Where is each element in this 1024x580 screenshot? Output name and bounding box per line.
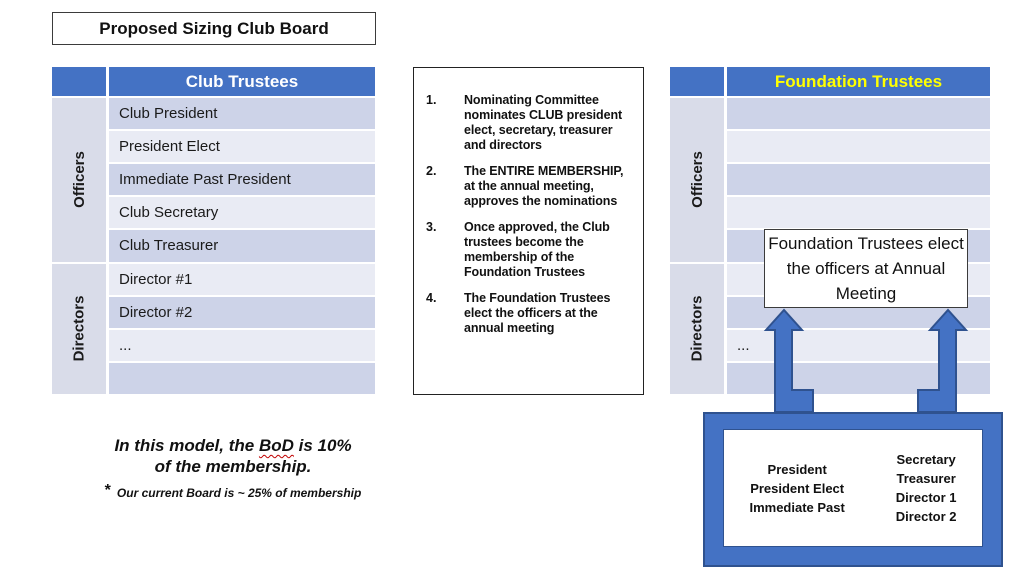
- list-item-number: 3.: [426, 220, 437, 234]
- footnote-subline: [83, 484, 383, 501]
- list-item: [426, 220, 637, 280]
- list-item: [426, 164, 637, 209]
- table-row: President Elect: [109, 131, 375, 162]
- foundation-table-corner-cell: [670, 67, 724, 96]
- list-item-text: Once approved, the Club trustees become the membership of the Foundation Trustees: [464, 220, 610, 279]
- club-table-header: [109, 67, 375, 96]
- model-footnote: [83, 435, 383, 501]
- table-row: [727, 98, 990, 129]
- foundation-table-header-label: Foundation Trustees: [774, 71, 943, 91]
- table-row: Director #2: [109, 297, 375, 328]
- club-table-corner-cell: [52, 67, 106, 96]
- table-row: [727, 131, 990, 162]
- table-row: Club President: [109, 98, 375, 129]
- member-item: Immediate Past: [749, 499, 845, 515]
- member-item: President: [767, 461, 827, 477]
- foundation-directors-side-label: Directors: [670, 264, 724, 394]
- footnote-line-1: In this model, the BoD is 10%: [114, 436, 352, 455]
- list-item-text: The ENTIRE MEMBERSHIP, at the annual meeting, approves the nominations: [464, 164, 624, 208]
- table-row: [727, 164, 990, 195]
- process-steps-list: [426, 93, 637, 336]
- table-row: [109, 363, 375, 394]
- table-row: Club Secretary: [109, 197, 375, 228]
- members-right-column: [896, 450, 957, 526]
- footnote-line-2: of the membership.: [154, 457, 312, 476]
- member-item: President Elect: [750, 480, 845, 496]
- footnote-highlight-word: BoD: [258, 436, 294, 455]
- callout-text: Foundation Trustees elect the officers at Annual Meeting: [768, 234, 964, 303]
- slide-title: Proposed Sizing Club Board: [99, 18, 329, 38]
- asterisk: *: [104, 482, 111, 499]
- table-row: ...: [727, 330, 990, 361]
- list-item-number: 2.: [426, 164, 437, 178]
- list-item-text: Nominating Committee nominates CLUB president elect, secretary, treasurer and directors: [464, 93, 623, 152]
- club-directors-side-label: Directors: [52, 264, 106, 394]
- list-item-number: 4.: [426, 291, 437, 305]
- list-item-text: The Foundation Trustees elect the officers at the annual meeting: [464, 291, 611, 335]
- table-row: [727, 363, 990, 394]
- member-item: Director 1: [895, 490, 957, 505]
- foundation-table-header: [727, 67, 990, 96]
- footnote-sub-text: Our current Board is ~ 25% of membership: [116, 486, 362, 500]
- title-box: [52, 12, 376, 45]
- list-item-number: 1.: [426, 93, 437, 107]
- member-item: Secretary: [896, 452, 956, 467]
- process-steps-box: [413, 67, 644, 395]
- elected-members-box: [703, 412, 1003, 567]
- list-item: [426, 93, 637, 153]
- table-row: [727, 197, 990, 228]
- member-item: Director 2: [895, 509, 957, 524]
- foundation-officers-side-label: Officers: [670, 98, 724, 262]
- table-row: Director #1: [109, 264, 375, 295]
- table-row: Immediate Past President: [109, 164, 375, 195]
- club-table-header-label: Club Trustees: [185, 71, 299, 91]
- club-trustees-table: [52, 67, 375, 394]
- list-item: [426, 291, 637, 336]
- club-officers-side-label: Officers: [52, 98, 106, 262]
- members-left-column: [749, 460, 844, 517]
- foundation-election-callout: [764, 229, 968, 308]
- table-row: ...: [109, 330, 375, 361]
- member-item: Treasurer: [896, 471, 956, 486]
- elected-members-inner-panel: [723, 429, 983, 547]
- table-row: Club Treasurer: [109, 230, 375, 261]
